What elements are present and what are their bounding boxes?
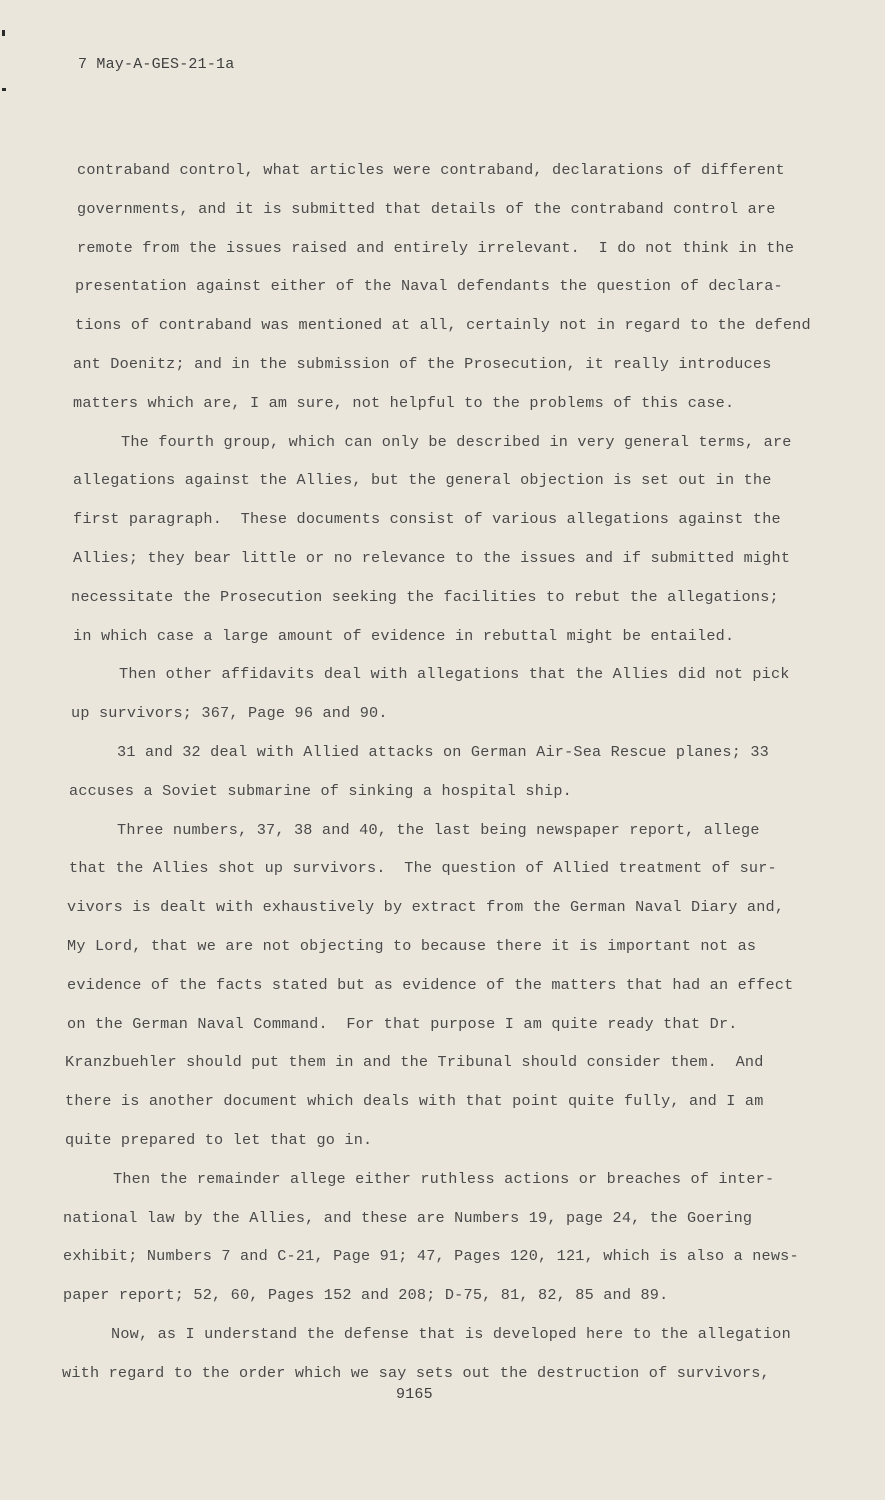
text-line: Then the remainder allege either ruthless actions or breaches of inter- xyxy=(113,1169,775,1188)
text-line: accuses a Soviet submarine of sinking a hospital ship. xyxy=(69,781,572,800)
document-body xyxy=(62,151,852,1393)
text-line: governments, and it is submitted that details of the contraband control are xyxy=(77,199,776,218)
text-line: there is another document which deals with that point quite fully, and I am xyxy=(65,1092,764,1111)
text-line: in which case a large amount of evidence in rebuttal might be entailed. xyxy=(73,626,735,645)
text-line: Kranzbuehler should put them in and the Tribunal should consider them. And xyxy=(65,1053,764,1072)
text-line: ant Doenitz; and in the submission of the Prosecution, it really introduces xyxy=(73,354,772,373)
text-line: on the German Naval Command. For that purpose I am quite ready that Dr. xyxy=(67,1014,738,1033)
text-line: remote from the issues raised and entirely irrelevant. I do not think in the xyxy=(77,238,795,257)
text-line: tions of contraband was mentioned at all, certainly not in regard to the defend xyxy=(75,316,811,335)
text-line: contraband control, what articles were contraband, declarations of different xyxy=(77,161,785,179)
text-line: Now, as I understand the defense that is developed here to the allegation xyxy=(111,1324,791,1343)
text-line: exhibit; Numbers 7 and C-21, Page 91; 47, Pages 120, 121, which is also a news- xyxy=(63,1247,799,1266)
text-line: Allies; they bear little or no relevance to the issues and if submitted might xyxy=(73,548,791,567)
page-number: 9165 xyxy=(396,1386,433,1403)
text-line: allegations against the Allies, but the general objection is set out in the xyxy=(73,471,772,490)
document-id: 7 May-A-GES-21-1a xyxy=(78,56,235,73)
text-line: 31 and 32 deal with Allied attacks on German Air-Sea Rescue planes; 33 xyxy=(117,742,769,761)
text-line: paper report; 52, 60, Pages 152 and 208; D-75, 81, 82, 85 and 89. xyxy=(63,1286,669,1305)
text-line: up survivors; 367, Page 96 and 90. xyxy=(71,704,388,723)
text-line: Three numbers, 37, 38 and 40, the last being newspaper report, allege xyxy=(117,820,760,839)
text-line: My Lord, that we are not objecting to because there it is important not as xyxy=(67,936,757,955)
text-line: with regard to the order which we say sets out the destruction of survivors, xyxy=(62,1363,770,1382)
text-line: quite prepared to let that go in. xyxy=(65,1130,373,1149)
edge-mark xyxy=(2,30,5,36)
text-line: Then other affidavits deal with allegations that the Allies did not pick xyxy=(119,665,790,684)
text-line: vivors is dealt with exhaustively by extract from the German Naval Diary and, xyxy=(67,898,785,917)
edge-mark xyxy=(2,88,6,91)
text-line: national law by the Allies, and these are Numbers 19, page 24, the Goering xyxy=(63,1208,753,1227)
text-line: necessitate the Prosecution seeking the facilities to rebut the allegations; xyxy=(71,587,779,606)
text-line: first paragraph. These documents consist of various allegations against the xyxy=(73,510,781,529)
text-line: matters which are, I am sure, not helpful to the problems of this case. xyxy=(73,393,735,412)
text-line: presentation against either of the Naval defendants the question of declara- xyxy=(75,277,783,296)
text-line: that the Allies shot up survivors. The question of Allied treatment of sur- xyxy=(69,859,777,878)
text-line: The fourth group, which can only be described in very general terms, are xyxy=(121,432,792,451)
text-line: evidence of the facts stated but as evidence of the matters that had an effect xyxy=(67,975,794,994)
